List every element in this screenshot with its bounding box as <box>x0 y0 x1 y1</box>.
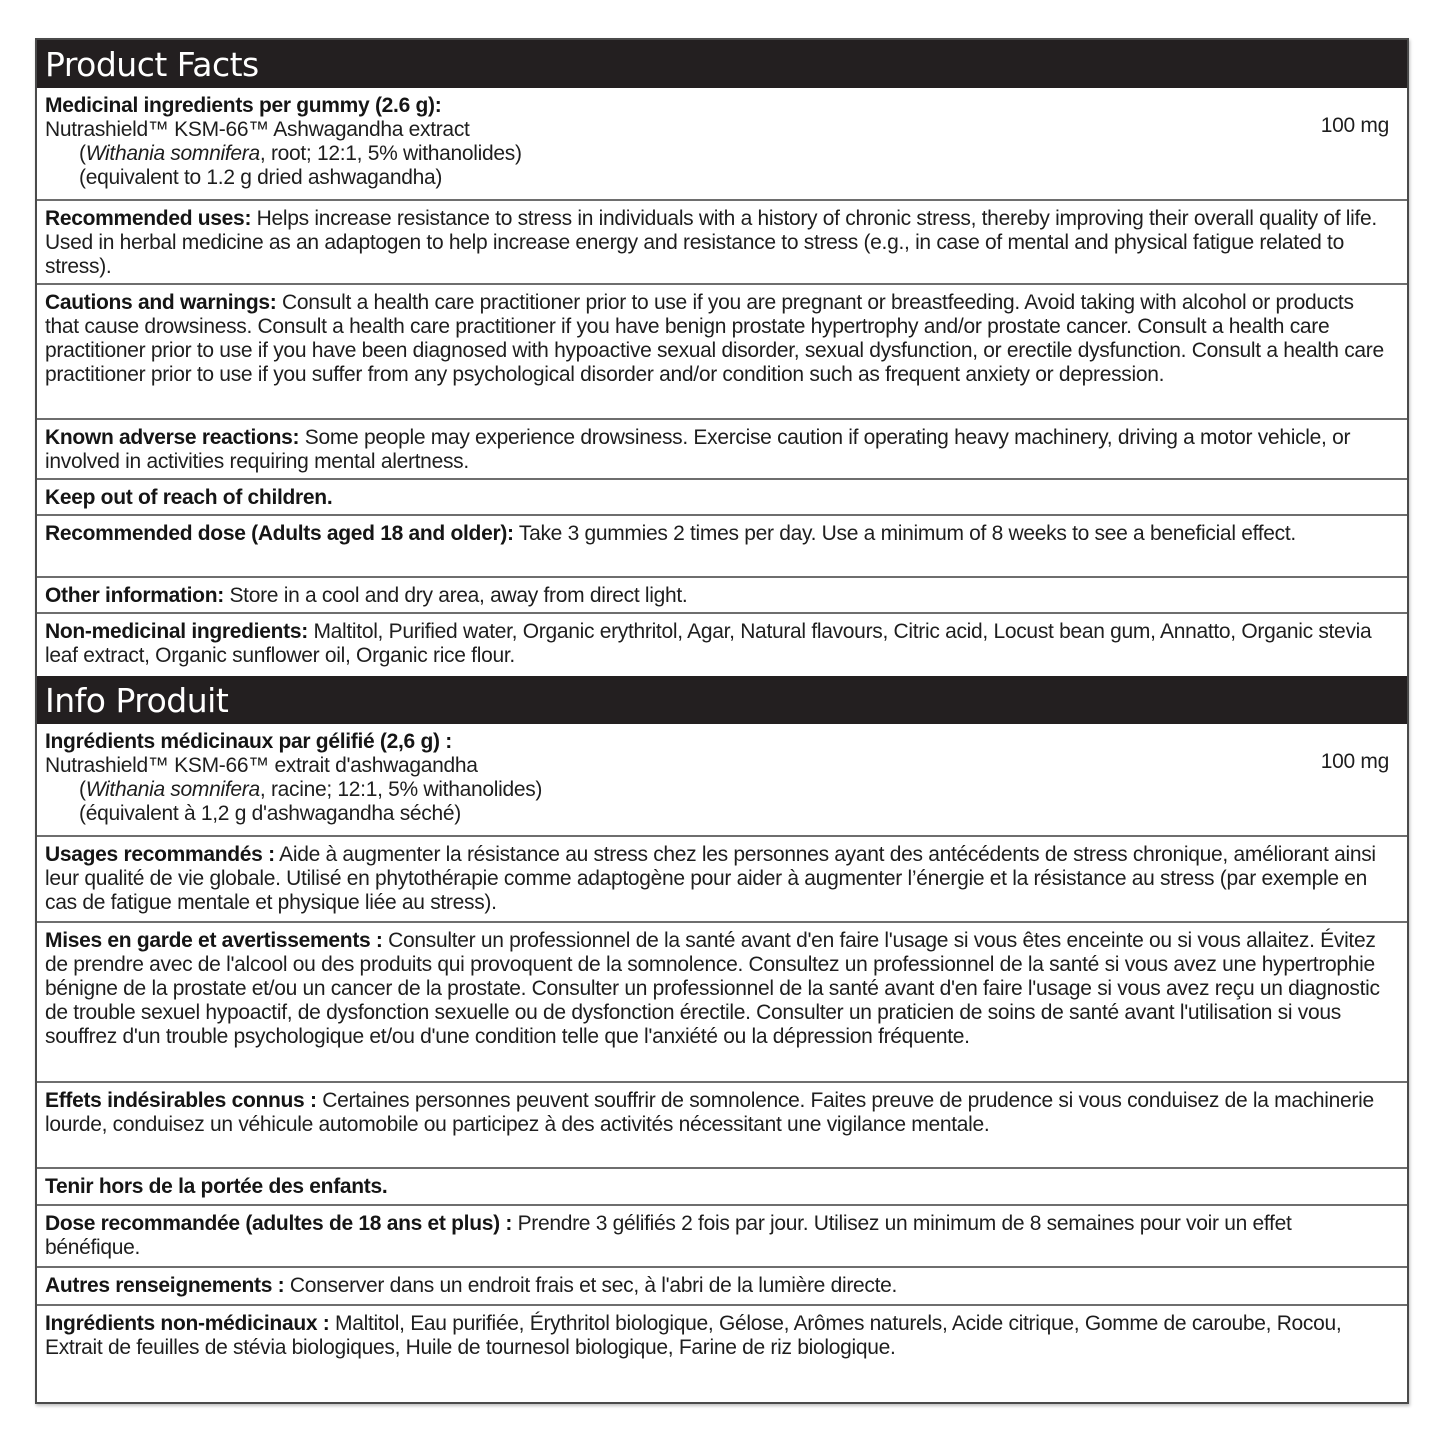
usages-recommandes-row <box>37 837 1407 923</box>
section-text: Helps increase resistance to stress in individuals with a history of chronic stress, thereby improving their overall quality of life. Used in herbal medicine as an adaptogen to help increase energy and resistance to stress (e.g., in case of mental and physical fatigue related to stress). <box>45 207 1377 278</box>
ingredients-medicinaux-row <box>37 724 1407 837</box>
section-label: Keep out of reach of children. <box>45 486 333 509</box>
section-text: Certaines personnes peuvent souffrir de somnolence. Faites preuve de prudence si vous conduisez de la machinerie lourde, conduisez un véhicule automobile ou participez à des activités nécessitant une vigilance mentale. <box>45 1089 1374 1136</box>
medicinal-ingredients-details <box>45 730 1321 831</box>
section-text: Consulter un professionnel de la santé avant d'en faire l'usage si vous êtes enceinte ou si vous allaitez. Évitez de prendre avec de l'alcool ou des produits qui provoquent de la somnolence. Consultez un professionnel de la santé si vous avez une hypertrophie bénigne de la prostate et/ou un cancer de la prostate. Consulter un professionnel de la santé avant d'en faire l'usage si vous avez reçu un diagnostic de trouble sexuel hypoactif, de dysfonction sexuelle ou de dysfonction érectile. Consulter un praticien de soins de santé avant l'utilisation si vous souffrez d'un trouble psychologique et/ou d'une condition telle que l'anxiété ou la dépression fréquente. <box>45 929 1380 1048</box>
product-facts-header: Product Facts <box>37 40 1407 88</box>
section-label: Known adverse reactions: <box>45 426 300 449</box>
section-label: Dose recommandée (adultes de 18 ans et plus) : <box>45 1212 513 1235</box>
autres-renseignements-row <box>37 1268 1407 1306</box>
ingredient-equivalent: (equivalent to 1.2 g dried ashwagandha) <box>79 166 443 189</box>
ingredient-name: Nutrashield™ KSM-66™ Ashwagandha extract <box>45 118 470 141</box>
ingredient-amount: 100 mg <box>1320 114 1389 137</box>
product-label-panel <box>35 38 1409 1404</box>
section-label: Non-medicinal ingredients: <box>45 620 308 643</box>
medicinal-ingredients-heading: Ingrédients médicinaux par gélifié (2,6 g) : <box>45 730 452 753</box>
ingredients-non-medicinaux-row <box>37 1306 1407 1364</box>
other-information-row <box>37 578 1407 614</box>
section-text: Prendre 3 gélifiés 2 fois par jour. Utilisez un minimum de 8 semaines pour voir un effet bénéfique. <box>45 1212 1292 1259</box>
mises-en-garde-row <box>37 923 1407 1083</box>
section-text: Maltitol, Eau purifiée, Érythritol biologique, Gélose, Arômes naturels, Acide citrique, Gomme de caroube, Rocou, Extrait de feuilles de stévia biologiques, Huile de tournesol biologique, Farine de riz biologique. <box>45 1312 1342 1359</box>
section-label: Recommended dose (Adults aged 18 and older): <box>45 522 514 545</box>
section-label: Mises en garde et avertissements : <box>45 929 383 952</box>
section-label: Other information: <box>45 584 224 607</box>
source-detail: , racine; 12:1, 5% withanolides) <box>259 778 543 801</box>
keep-out-of-reach-row <box>37 480 1407 516</box>
section-text: Conserver dans un endroit frais et sec, à l'abri de la lumière directe. <box>284 1274 898 1297</box>
info-produit-header: Info Produit <box>37 676 1407 724</box>
non-medicinal-ingredients-row <box>37 614 1407 676</box>
recommended-dose-row <box>37 516 1407 578</box>
ingredient-source: (Withania somnifera, root; 12:1, 5% withanolides) <box>79 142 522 165</box>
latin-name: Withania somnifera <box>85 142 260 165</box>
dose-recommandee-row <box>37 1206 1407 1268</box>
section-label: Autres renseignements : <box>45 1274 285 1297</box>
ingredient-equivalent: (équivalent à 1,2 g d'ashwagandha séché) <box>79 802 461 825</box>
effets-indesirables-row <box>37 1083 1407 1169</box>
section-text: Aide à augmenter la résistance au stress chez les personnes ayant des antécédents de stress chronique, améliorant ainsi leur qualité de vie globale. Utilisé en phytothérapie comme adaptogène pour aider à augmenter l’énergie et la résistance au stress (par exemple en cas de fatigue mentale et physique liée au stress). <box>45 843 1376 914</box>
section-text: Store in a cool and dry area, away from direct light. <box>223 584 688 607</box>
tenir-hors-portee-row <box>37 1169 1407 1206</box>
ingredient-amount: 100 mg <box>1320 750 1389 773</box>
section-text: Take 3 gummies 2 times per day. Use a minimum of 8 weeks to see a beneficial effect. <box>513 522 1296 545</box>
medicinal-ingredients-row <box>37 88 1407 201</box>
ingredient-source: (Withania somnifera, racine; 12:1, 5% withanolides) <box>79 778 543 801</box>
adverse-reactions-row <box>37 420 1407 480</box>
medicinal-ingredients-heading: Medicinal ingredients per gummy (2.6 g): <box>45 94 442 117</box>
ingredient-name: Nutrashield™ KSM-66™ extrait d'ashwagandha <box>45 754 478 777</box>
cautions-warnings-row <box>37 285 1407 420</box>
section-label: Cautions and warnings: <box>45 291 277 314</box>
section-text: Consult a health care practitioner prior to use if you are pregnant or breastfeeding. Avoid taking with alcohol or products that cause drowsiness. Consult a health care practitioner if you have benign prostate hypertrophy and/or prostate cancer. Consult a health care practitioner prior to use if you have been diagnosed with hypoactive sexual disorder, sexual dysfunction, or erectile dysfunction. Consult a health care practitioner prior to use if you suffer from any psychological disorder and/or condition such as frequent anxiety or depression. <box>45 291 1384 386</box>
latin-name: Withania somnifera <box>85 778 260 801</box>
section-label: Tenir hors de la portée des enfants. <box>45 1175 388 1198</box>
section-label: Effets indésirables connus : <box>45 1089 317 1112</box>
medicinal-ingredients-details <box>45 94 1321 195</box>
recommended-uses-row <box>37 201 1407 285</box>
section-text: Some people may experience drowsiness. Exercise caution if operating heavy machinery, driving a motor vehicle, or involved in activities requiring mental alertness. <box>45 426 1351 473</box>
section-label: Usages recommandés : <box>45 843 275 866</box>
section-text: Maltitol, Purified water, Organic erythritol, Agar, Natural flavours, Citric acid, Locust bean gum, Annatto, Organic stevia leaf extract, Organic sunflower oil, Organic rice flour. <box>45 620 1372 667</box>
source-detail: , root; 12:1, 5% withanolides) <box>259 142 522 165</box>
section-label: Ingrédients non-médicinaux : <box>45 1312 330 1335</box>
section-label: Recommended uses: <box>45 207 252 230</box>
